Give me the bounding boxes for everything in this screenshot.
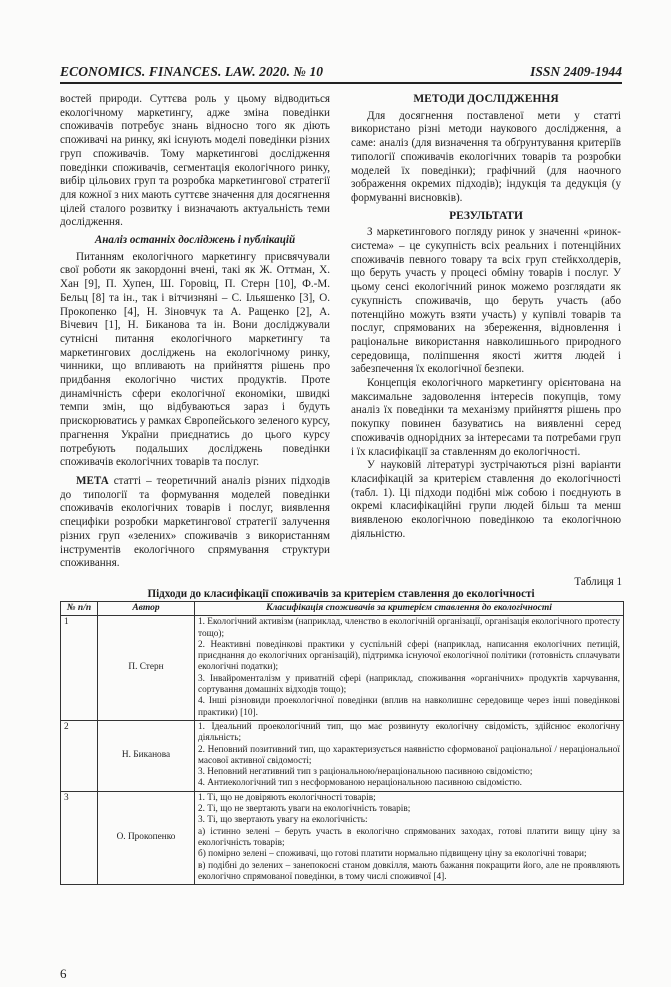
journal-title: ECONOMICS. FINANCES. LAW. 2020. № 10 — [60, 64, 324, 79]
header-author: Автор — [98, 602, 195, 616]
row-author: О. Прокопенко — [98, 791, 195, 884]
aim-paragraph — [60, 475, 330, 571]
row-classification — [195, 616, 624, 721]
paragraph: З маркетингового погляду ринок у значенні «ринок-система» – це сукупність всіх реальних і потенційних споживачів певного товару та всіх груп стейкхолдерів, що беруть участь у процесі обміну товарів і послуг. У цьому сенсі екологічний ринок можемо розглядати як сукупність споживачів, що беруть участь (або потенційно можуть взяти участь) у купівлі товарів та послуг, спрямованих на збереження, відновлення і раціональне використання навколишнього природного середовища, поліпшення якості життя людей і забезпечення їх екологічної безпеки. — [351, 226, 621, 376]
row-num: 2 — [61, 720, 98, 791]
paragraph: Концепція екологічного маркетингу орієнтована на максимальне задоволення інтересів покупців, тому аналіз їх поведінки та механізму прийняття рішень про покупку повинен базуватись на виявленні серед споживачів однорідних за інтересами та потребами груп і їх класифікації за ставленням до екологічності. — [351, 377, 621, 458]
classification-item: 3. Неповний негативний тип з раціональною/нераціональною пасивною свідомістю; — [198, 767, 533, 778]
paragraph: У науковій літературі зустрічаються різні варіанти класифікацій за критерієм ставлення до екологічності (табл. 1). Ці підходи подібні між собою і поєднують в окремі класифікаційні групи людей більш та менш виявленою екологічною поведінкою та екологічною діяльністю. — [351, 459, 621, 540]
classification-item: 4. Антиекологічний тип з несформованою нераціональною пасивною свідомістю. — [198, 778, 522, 789]
header-classification: Класифікація споживачів за критерієм ставлення до екологічності — [195, 602, 624, 616]
issn: ISSN 2409-1944 — [530, 64, 622, 79]
classification-item: 2. Неактивні поведінкові практики у суспільній сфері (наприклад, написання екологічних петицій, приєднання до екологічних організацій), підтримка існуючої екологічної політики (готовність сплачувати екологічні податки); — [198, 639, 620, 673]
paragraph: востей природи. Суттєва роль у цьому відводиться екологічному маркетингу, адже зміна поведінки споживачів потребує знань відносно того як діють споживачі на ринку, які існують моделі поведінки різних груп споживачів. Тому маркетингові дослідження поведінки споживачів, сегментація екологічного ринку, вибір цільових груп та розробка маркетингової стратегії для кожної з них мають суттєве значення для досягнення цілей сталого розвитку і визначають актуальність теми дослідження. — [60, 93, 330, 229]
classification-item: б) помірно зелені – споживачі, що готові платити нормально підвищену ціну за екологічні товари; — [198, 849, 587, 860]
classification-item: 2. Ті, що не звертають уваги на екологічність товарів; — [198, 804, 411, 815]
section-heading-methods: МЕТОДИ ДОСЛІДЖЕННЯ — [413, 93, 559, 105]
header-rule — [60, 82, 622, 84]
row-num: 3 — [61, 791, 98, 884]
header-num: № п/п — [61, 602, 98, 616]
classification-item: 1. Ідеальний проекологічний тип, що має розвинуту екологічну свідомість, здійснює екологічну діяльність; — [198, 721, 620, 744]
classification-item: 1. Ті, що не довіряють екологічності товарів; — [198, 792, 376, 803]
aim-text: статті – теоретичний аналіз різних підходів до типології та формування моделей поведінки споживачів екологічних товарів і послуг, виявлення специфіки розробки маркетингової стратегії залучення різних груп «зелених» споживачів з використанням інструментів екологічного спрямування структури споживання. — [60, 474, 330, 570]
row-num: 1 — [61, 616, 98, 721]
page-number: 6 — [60, 966, 67, 981]
section-heading-literature: Аналіз останніх досліджень і публікацій — [94, 234, 296, 247]
left-column — [60, 93, 330, 571]
classification-item: 4. Інші різновиди проекологічної поведінки (вплив на навколишнє середовище через інші поведінкові практики) [10]. — [198, 696, 620, 718]
row-classification — [195, 791, 624, 884]
row-author: Н. Биканова — [98, 720, 195, 791]
classification-item: 3. Ті, що звертають увагу на екологічність: — [198, 815, 368, 826]
table-header-row — [61, 602, 624, 616]
table-row — [61, 616, 624, 721]
aim-label: МЕТА — [76, 474, 109, 487]
classification-item: 3. Інвайроменталізм у приватній сфері (наприклад, споживання «органічних» продуктів харчування, сортування домашніх відходів тощо); — [198, 673, 620, 696]
section-heading-results: РЕЗУЛЬТАТИ — [449, 209, 523, 222]
paragraph: Питанням екологічного маркетингу присвячували свої роботи як закордонні вчені, такі як Ж. Оттман, Х. Хан [9], П. Хупен, Ш. Горовіц, П. Стерн [10], Ф.-М. Бельц [8] та ін., так і вітчизняні – С. Ільяшенко [3], О. Прокопенко [4], Н. Зіновчук та А. Ращенко [2], А. Вічевич [1], Н. Биканова та ін. Вони досліджували сутнісні питання екологічного маркетингу та маркетингових досліджень на екологічному ринку, чинники, що впливають на прийняття рішень про придбання екологічно чистих продуктів. Проте динамічність сфери екологічної економіки, швидкі темпи змін, що відбуваються зараз і будуть прискорюватись у рамках Європейського зеленого курсу, прагнення України приєднатись до цього курсу потребують подальших досліджень поведінки споживачів екологічних товарів та послуг. — [60, 250, 330, 469]
classification-item: 1. Екологічний активізм (наприклад, членство в екологічній організації, організація екологічного протесту тощо); — [198, 617, 620, 639]
classification-item: в) подібні до зелених – занепокоєні станом довкілля, мають бажання покращити його, але не проявляють екологічно спрямованої поведінки, в тому числі споживчої [4]. — [198, 860, 620, 882]
classification-item: 2. Неповний позитивний тип, що характеризується наявністю сформованої раціональної / нераціональної масової активної свідомості; — [198, 744, 620, 766]
table-caption: Підходи до класифікації споживачів за критерієм ставлення до екологічності — [147, 588, 535, 600]
table-label: Таблиця 1 — [574, 576, 622, 588]
right-column — [351, 93, 621, 542]
row-author: П. Стерн — [98, 616, 195, 721]
classification-item: а) істинно зелені – беруть участь в екологічно спрямованих заходах, готові платити вищу ціну за екологічність товарів; — [198, 826, 620, 848]
table-row — [61, 720, 624, 791]
table-row — [61, 791, 624, 884]
paragraph: Для досягнення поставленої мети у статті використано різні методи наукового дослідження, а саме: аналіз (для визначення та обґрунтування критеріїв типології споживачів екологічних товарів та розробки моделей їх поведінки); графічний (для наочного зображення окремих підходів); індукція та дедукція (у формуванні висновків). — [351, 109, 621, 204]
classification-table — [60, 601, 624, 885]
row-classification — [195, 720, 624, 791]
running-header — [60, 64, 622, 81]
